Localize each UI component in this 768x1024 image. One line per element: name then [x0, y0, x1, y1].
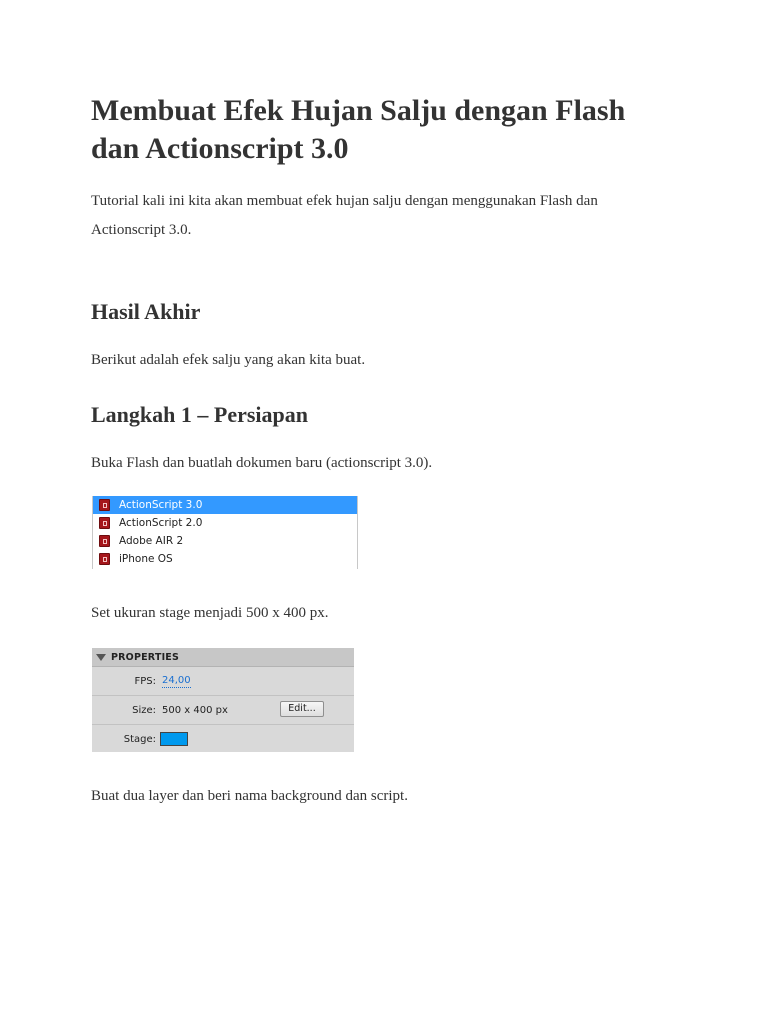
flash-file-icon: [99, 553, 110, 565]
properties-header-label: PROPERTIES: [111, 651, 180, 663]
heading-hasil-akhir: Hasil Akhir: [91, 299, 201, 324]
size-value: 500 x 400 px: [162, 704, 228, 716]
fps-label: FPS:: [134, 675, 156, 687]
list-item[interactable]: [93, 550, 357, 568]
list-item[interactable]: [93, 532, 357, 550]
list-item-label: ActionScript 3.0: [119, 499, 203, 511]
intro-paragraph: Tutorial kali ini kita akan membuat efek hujan salju dengan menggunakan Flash dan Actionscript 3.0.: [91, 193, 598, 238]
size-row: [92, 696, 354, 725]
list-item-label: iPhone OS: [119, 553, 173, 565]
result-paragraph: Berikut adalah efek salju yang akan kita buat.: [91, 352, 366, 368]
flash-file-icon: [99, 517, 110, 529]
flash-file-icon: [99, 499, 110, 511]
stage-label: Stage:: [123, 733, 156, 745]
stage-paragraph: Set ukuran stage menjadi 500 x 400 px.: [91, 605, 329, 621]
stage-color-swatch[interactable]: [160, 732, 188, 746]
fps-value[interactable]: 24,00: [162, 674, 191, 686]
document-type-list: [92, 496, 358, 569]
fps-row: [92, 667, 354, 696]
heading-langkah-1: Langkah 1 – Persiapan: [91, 402, 308, 427]
layer-paragraph: Buat dua layer dan beri nama background dan script.: [91, 788, 408, 804]
size-label: Size:: [132, 704, 156, 716]
stage-row: [92, 725, 354, 753]
properties-header[interactable]: [92, 648, 354, 667]
flash-file-icon: [99, 535, 110, 547]
edit-size-button[interactable]: Edit...: [280, 701, 324, 717]
list-item-label: Adobe AIR 2: [119, 535, 184, 547]
collapse-triangle-icon[interactable]: [96, 654, 106, 661]
list-item[interactable]: [93, 496, 357, 514]
step1-paragraph: Buka Flash dan buatlah dokumen baru (actionscript 3.0).: [91, 455, 433, 471]
properties-panel: [92, 648, 354, 752]
list-item-label: ActionScript 2.0: [119, 517, 203, 529]
list-item[interactable]: [93, 514, 357, 532]
page-title: Membuat Efek Hujan Salju dengan Flash dan Actionscript 3.0: [91, 94, 626, 165]
